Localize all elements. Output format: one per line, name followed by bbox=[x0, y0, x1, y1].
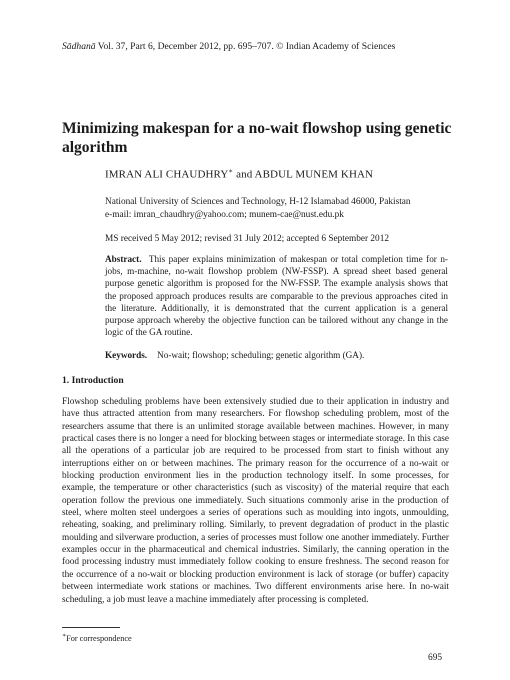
authors bbox=[105, 167, 373, 181]
keywords-label: Keywords. bbox=[105, 350, 148, 360]
page-number: 695 bbox=[428, 653, 443, 663]
journal-header bbox=[62, 41, 395, 52]
abstract bbox=[105, 253, 448, 338]
email: e-mail: imran_chaudhry@yahoo.com; munem-cae@nust.edu.pk bbox=[105, 209, 344, 220]
abstract-label: Abstract. bbox=[105, 254, 142, 264]
affiliation-block bbox=[105, 196, 411, 221]
keywords-text: No-wait; flowshop; scheduling; genetic algorithm (GA). bbox=[157, 350, 365, 360]
section-body: Flowshop scheduling problems have been extensively studied due to their application in industry and have thus attracted attention from many researchers. For flowshop scheduling problem, most of the researchers assume that there is an unlimited storage available between machines. However, in many practical cases there is no longer a need for blocking between stages or intermediate storage. In this case all the operations of a particular job are required to be processed from start to finish without any interruptions either on or between machines. The primary reason for the occurrence of a no-wait or blocking production environment lies in the production technology itself. In some processes, for example, the temperature or other characteristics (such as viscosity) of the material require that each operation follow the previous one immediately. Such situations commonly arise in the production of steel, where molten steel undergoes a series of operations such as moulding into ingots, unmoulding, reheating, soaking, and preliminary rolling. Similarly, to prevent degradation of product in the plastic moulding and silverware production, a series of processes must follow one another immediately. Further examples occur in the pharmaceutical and chemical industries. Similarly, the canning operation in the food processing industry must immediately follow cooking to ensure freshness. The second reason for the occurrence of a no-wait or blocking production environment is lack of storage (or buffer) capacity between intermediate work stations or machines. Two different environments arise here. In no-wait scheduling, a job must leave a machine immediately after processing is completed. bbox=[62, 397, 449, 605]
journal-name: Sādhanā bbox=[62, 41, 96, 52]
paper-title: Minimizing makespan for a no-wait flowshop using genetic algorithm bbox=[62, 120, 452, 156]
author-footnote-mark: ∗ bbox=[228, 167, 234, 175]
keywords bbox=[105, 350, 364, 360]
footnote bbox=[62, 632, 132, 643]
affiliation: National University of Sciences and Technology, H-12 Islamabad 46000, Pakistan bbox=[105, 197, 411, 207]
author-primary: IMRAN ALI CHAUDHRY bbox=[105, 168, 229, 181]
abstract-text: This paper explains minimization of makespan or total completion time for n-jobs, m-machine, no-wait flowshop problem (NW-FSSP). A spread sheet based general purpose genetic algorithm is proposed for the NW-FSSP. The example analysis shows that the proposed approach produces results are comparable to the previous approaches cited in the literature. Additionally, it is demonstrated that the current application is a general purpose approach whereby the objective function can be tailored without any change in the logic of the GA routine. bbox=[105, 254, 448, 338]
author-secondary: and ABDUL MUNEM KHAN bbox=[233, 168, 374, 181]
received-dates: MS received 5 May 2012; revised 31 July 2012; accepted 6 September 2012 bbox=[105, 234, 390, 244]
footnote-text: For correspondence bbox=[66, 633, 132, 643]
section-heading: 1. Introduction bbox=[62, 375, 124, 386]
journal-details: Vol. 37, Part 6, December 2012, pp. 695–707. © Indian Academy of Sciences bbox=[95, 41, 396, 52]
footnote-mark: ∗ bbox=[62, 633, 67, 639]
footnote-divider bbox=[62, 627, 120, 628]
